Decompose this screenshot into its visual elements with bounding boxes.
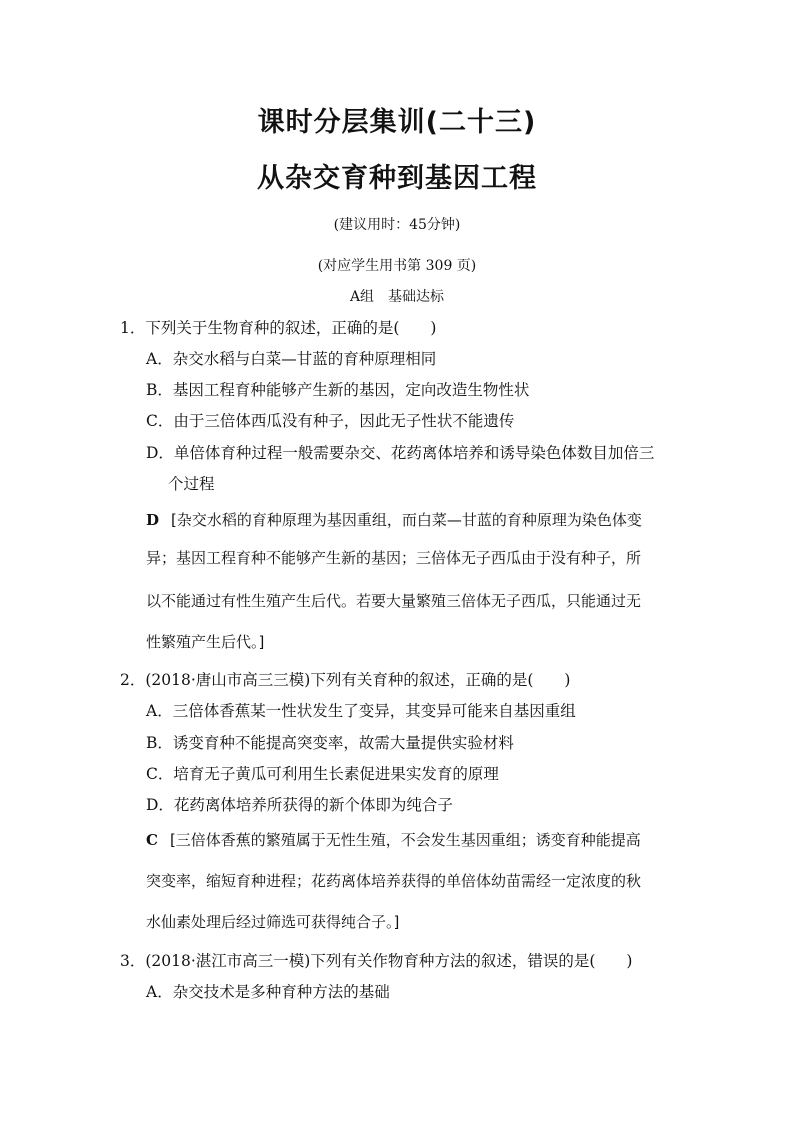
page-reference: (对应学生用书第 309 页) [317,258,477,274]
question-2-answer-line-1: C [三倍体香蕉的繁殖属于无性生殖，不会发生基因重组；诱变育种能提高 [146,831,641,849]
group-heading: A组 基础达标 [349,289,445,305]
question-2-option-b: B．诱变育种不能提高突变率，故需大量提供实验材料 [146,734,514,752]
page-subtitle: 从杂交育种到基因工程 [257,163,537,194]
page-title: 课时分层集训(二十三) [257,107,537,138]
question-1-answer-letter: D [146,511,160,529]
question-3-option-a: A．杂交技术是多种育种方法的基础 [146,983,390,1001]
question-1-option-d: D．单倍体育种过程一般需要杂交、花药离体培养和诱导染色体数目加倍三 [146,444,655,462]
question-2-option-c: C．培育无子黄瓜可利用生长素促进果实发育的原理 [146,765,499,783]
question-1-answer-line-4: 性繁殖产生后代。] [146,633,265,651]
question-3-stem: 3．(2018·湛江市高三一模)下列有关作物育种方法的叙述，错误的是( ) [120,952,633,970]
question-2-option-a: A．三倍体香蕉某一性状发生了变异，其变异可能来自基因重组 [146,702,576,720]
question-1-option-b: B．基因工程育种能够产生新的基因，定向改造生物性状 [146,381,530,399]
time-note: (建议用时：45分钟) [333,217,461,233]
question-1-option-c: C．由于三倍体西瓜没有种子，因此无子性状不能遗传 [146,412,515,430]
question-1-answer-line-1: D [杂交水稻的育种原理为基因重组，而白菜—甘蓝的育种原理为染色体变 [146,511,642,529]
question-2-answer-line-2: 突变率，缩短育种进程；花药离体培养获得的单倍体幼苗需经一定浓度的秋 [146,872,642,890]
question-1-answer-line-2: 异；基因工程育种不能够产生新的基因；三倍体无子西瓜由于没有种子，所 [146,549,642,567]
question-2-stem: 2．(2018·唐山市高三三模)下列有关育种的叙述，正确的是( ) [120,671,571,689]
question-1-option-d-continued: 个过程 [168,475,215,493]
question-2-option-d: D．花药离体培养所获得的新个体即为纯合子 [146,796,453,814]
question-2-answer-letter: C [146,831,158,849]
question-1-answer-line-3: 以不能通过有性生殖产生后代。若要大量繁殖三倍体无子西瓜，只能通过无 [146,592,642,610]
question-2-answer-line-3: 水仙素处理后经过筛选可获得纯合子。] [146,913,400,931]
question-1-stem: 1．下列关于生物育种的叙述，正确的是( ) [120,319,437,337]
question-1-option-a: A．杂交水稻与白菜—甘蓝的育种原理相同 [146,350,437,368]
